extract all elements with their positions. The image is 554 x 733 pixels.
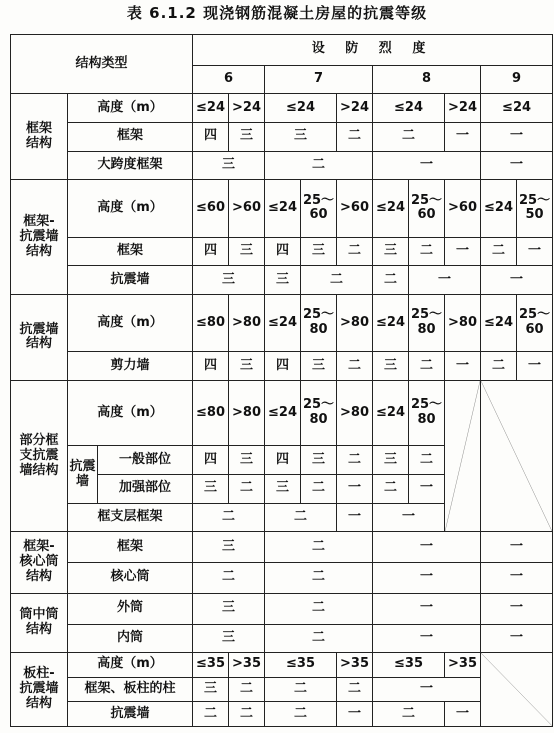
cell: 三 — [229, 446, 265, 475]
header-fortification: 设 防 烈 度 — [193, 35, 553, 66]
cell: ≤24 — [373, 294, 409, 351]
core-tube-label: 核心筒 — [68, 563, 193, 594]
cell: 25～ 80 — [301, 294, 337, 351]
cell: ≤24 — [373, 180, 409, 237]
cell: 二 — [229, 677, 265, 702]
cell: 二 — [193, 563, 265, 594]
frame-wall-wall-label: 抗震墙 — [68, 266, 193, 295]
cell: 一 — [445, 237, 481, 266]
cell: 三 — [265, 123, 337, 152]
partial-structure-label: 部分框 支抗震 墙结构 — [11, 380, 68, 531]
cell: 二 — [301, 266, 373, 295]
cell: 二 — [409, 446, 445, 475]
cell: ≤60 — [193, 180, 229, 237]
cell: 三 — [193, 266, 265, 295]
cell: >35 — [229, 653, 265, 678]
cell: 二 — [229, 702, 265, 727]
cell: ≤35 — [373, 653, 445, 678]
cell: 二 — [337, 123, 373, 152]
cell: 三 — [265, 475, 301, 504]
cell: 一 — [481, 151, 553, 180]
partial-general-label: 一般部位 — [98, 446, 193, 475]
cell: 一 — [481, 593, 553, 624]
cell: 四 — [193, 237, 229, 266]
cell: 三 — [229, 123, 265, 152]
cell: 一 — [481, 532, 553, 563]
frame-wall-frame-label: 框架 — [68, 237, 193, 266]
cell: 一 — [481, 624, 553, 653]
cell: 一 — [373, 503, 445, 532]
slab-structure-label: 板柱- 抗震墙 结构 — [11, 653, 68, 727]
partial-transfer-label: 框支层框架 — [68, 503, 193, 532]
cell: 二 — [409, 237, 445, 266]
cell: 三 — [193, 475, 229, 504]
cell: 25～ 60 — [409, 180, 445, 237]
cell: ≤24 — [265, 294, 301, 351]
slab-column-label: 框架、板柱的柱 — [68, 677, 193, 702]
cell: 二 — [193, 503, 265, 532]
cell: 二 — [373, 702, 445, 727]
cell: 一 — [337, 503, 373, 532]
frame-wall-structure-label: 框架- 抗震墙 结构 — [11, 180, 68, 295]
cell: 25～ 80 — [409, 380, 445, 446]
cell: 三 — [373, 446, 409, 475]
cell: ≤24 — [481, 294, 517, 351]
cell: ≤35 — [265, 653, 337, 678]
cell: 三 — [301, 237, 337, 266]
cell: >24 — [445, 94, 481, 123]
cell: 一 — [481, 266, 553, 295]
tube-inner-label: 内筒 — [68, 624, 193, 653]
cell: 一 — [517, 237, 553, 266]
cell: 二 — [301, 475, 337, 504]
cell: 四 — [265, 446, 301, 475]
cell: ≤24 — [373, 380, 409, 446]
cell: 一 — [409, 475, 445, 504]
slab-na-cell-9 — [481, 653, 553, 727]
cell: 二 — [337, 677, 373, 702]
cell: 一 — [445, 702, 481, 727]
cell: 一 — [445, 352, 481, 381]
cell: 二 — [373, 266, 409, 295]
cell: ≤24 — [481, 94, 553, 123]
cell: 二 — [265, 503, 337, 532]
cell: 一 — [337, 702, 373, 727]
partial-wall-label: 抗震 墙 — [68, 446, 98, 503]
tube-outer-label: 外筒 — [68, 593, 193, 624]
cell: ≤80 — [193, 380, 229, 446]
cell: 二 — [337, 352, 373, 381]
partial-height-label: 高度（m） — [68, 380, 193, 446]
slab-height-label: 高度（m） — [68, 653, 193, 678]
header-degree-7: 7 — [265, 65, 373, 94]
cell: 一 — [337, 475, 373, 504]
cell: ≤80 — [193, 294, 229, 351]
frame-height-label: 高度（m） — [68, 94, 193, 123]
cell: ≤24 — [265, 94, 337, 123]
cell: >35 — [445, 653, 481, 678]
cell: 三 — [229, 237, 265, 266]
tube-structure-label: 筒中筒 结构 — [11, 593, 68, 652]
cell: 三 — [193, 624, 265, 653]
cell: 一 — [481, 123, 553, 152]
cell: ≤24 — [373, 94, 445, 123]
core-structure-label: 框架- 核心筒 结构 — [11, 532, 68, 593]
cell: 三 — [265, 266, 301, 295]
cell: 二 — [337, 237, 373, 266]
cell: ≤24 — [265, 380, 301, 446]
cell: 一 — [409, 266, 481, 295]
cell: 25～ 60 — [301, 180, 337, 237]
cell: 二 — [265, 702, 337, 727]
header-degree-8: 8 — [373, 65, 481, 94]
cell: 一 — [445, 123, 481, 152]
cell: 二 — [481, 237, 517, 266]
cell: 二 — [193, 702, 229, 727]
wall-shear-label: 剪力墙 — [68, 352, 193, 381]
cell: 二 — [265, 563, 373, 594]
partial-na-cell-9 — [481, 380, 553, 531]
cell: 25～ 50 — [517, 180, 553, 237]
cell: >80 — [229, 294, 265, 351]
cell: 二 — [409, 352, 445, 381]
cell: 一 — [373, 624, 481, 653]
cell: 一 — [373, 532, 481, 563]
cell: 三 — [193, 532, 265, 563]
cell: 三 — [373, 237, 409, 266]
cell: ≤24 — [481, 180, 517, 237]
frame-wall-height-label: 高度（m） — [68, 180, 193, 237]
cell: 二 — [373, 123, 445, 152]
cell: 二 — [229, 475, 265, 504]
cell: 四 — [193, 352, 229, 381]
cell: 四 — [193, 446, 229, 475]
cell: 二 — [337, 446, 373, 475]
cell: >80 — [445, 294, 481, 351]
cell: 四 — [265, 352, 301, 381]
cell: 25～ 80 — [301, 380, 337, 446]
cell: >60 — [445, 180, 481, 237]
wall-structure-label: 抗震墙 结构 — [11, 294, 68, 380]
cell: 二 — [373, 475, 409, 504]
cell: 三 — [301, 352, 337, 381]
cell: 三 — [301, 446, 337, 475]
cell: ≤35 — [193, 653, 229, 678]
cell: 三 — [193, 151, 265, 180]
cell: 三 — [229, 352, 265, 381]
cell: 四 — [265, 237, 301, 266]
cell: 二 — [481, 352, 517, 381]
cell: 25～ 60 — [517, 294, 553, 351]
wall-height-label: 高度（m） — [68, 294, 193, 351]
cell: 一 — [481, 563, 553, 594]
header-degree-9: 9 — [481, 65, 553, 94]
cell: 一 — [517, 352, 553, 381]
cell: >60 — [337, 180, 373, 237]
cell: 二 — [265, 677, 337, 702]
cell: ≤24 — [265, 180, 301, 237]
cell: ≤24 — [193, 94, 229, 123]
core-frame-label: 框架 — [68, 532, 193, 563]
cell: >24 — [337, 94, 373, 123]
cell: >35 — [337, 653, 373, 678]
cell: >80 — [337, 294, 373, 351]
frame-frame-label: 框架 — [68, 123, 193, 152]
cell: >80 — [229, 380, 265, 446]
frame-structure-label: 框架 结构 — [11, 94, 68, 180]
cell: >24 — [229, 94, 265, 123]
cell: 25～ 80 — [409, 294, 445, 351]
cell: 一 — [373, 677, 481, 702]
cell: 三 — [373, 352, 409, 381]
cell: >60 — [229, 180, 265, 237]
slab-wall-label: 抗震墙 — [68, 702, 193, 727]
cell: 二 — [265, 624, 373, 653]
cell: 三 — [193, 677, 229, 702]
header-degree-6: 6 — [193, 65, 265, 94]
cell: 一 — [373, 563, 481, 594]
cell: 四 — [193, 123, 229, 152]
frame-large-span-label: 大跨度框架 — [68, 151, 193, 180]
cell: 三 — [193, 593, 265, 624]
cell: 二 — [265, 593, 373, 624]
cell: 二 — [265, 532, 373, 563]
header-structure-type: 结构类型 — [11, 35, 193, 94]
seismic-grade-table — [10, 34, 553, 727]
cell: >80 — [337, 380, 373, 446]
cell: 一 — [373, 151, 481, 180]
partial-strengthen-label: 加强部位 — [98, 475, 193, 504]
cell: 二 — [265, 151, 373, 180]
cell: 一 — [373, 593, 481, 624]
partial-na-cell-8 — [445, 380, 481, 531]
table-title: 表 6.1.2 现浇钢筋混凝土房屋的抗震等级 — [126, 4, 428, 22]
